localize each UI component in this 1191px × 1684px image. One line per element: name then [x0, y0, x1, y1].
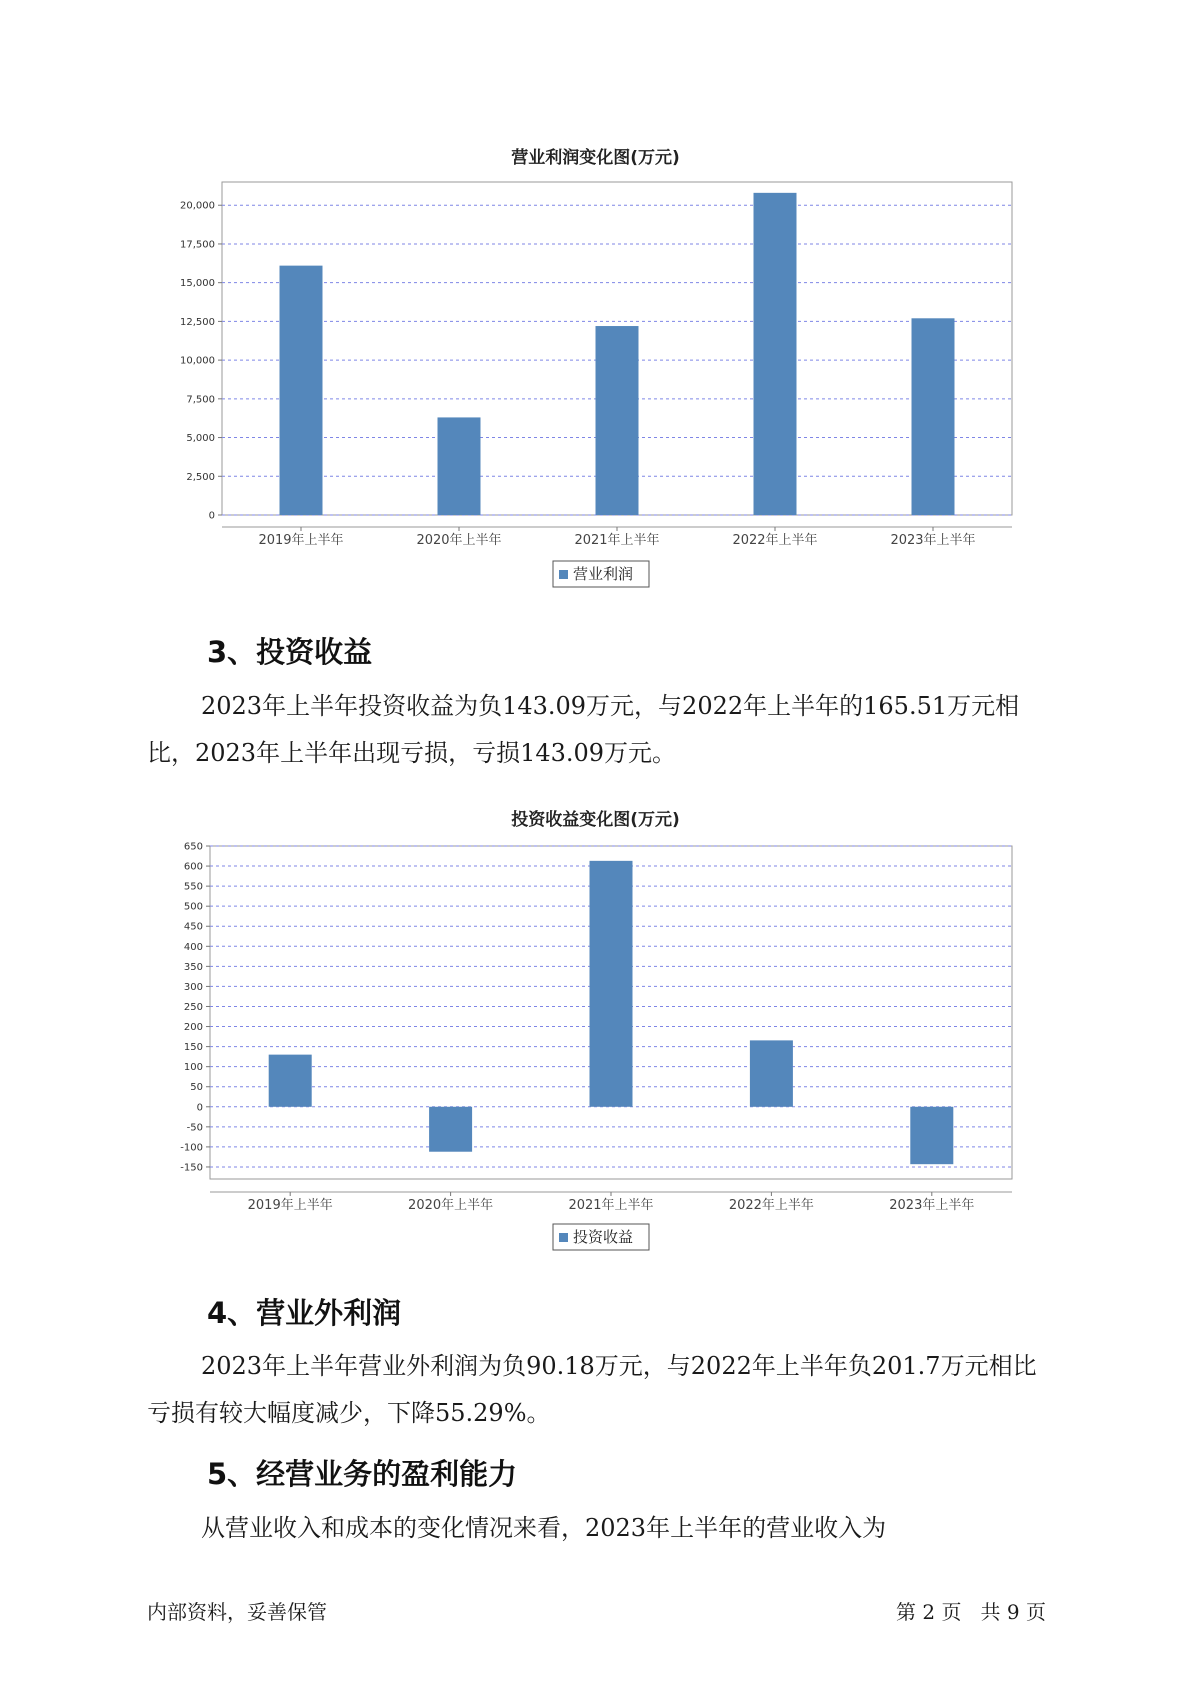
chart2-ytick-label: 50	[190, 1082, 203, 1094]
chart2-bar	[910, 1107, 953, 1164]
chart2-ytick-label: 400	[183, 941, 203, 953]
chart1-ytick-label: 10,000	[180, 355, 215, 367]
section5-paragraph: 从营业收入和成本的变化情况来看，2023年上半年的营业收入为	[201, 1514, 887, 1542]
chart2-ytick-label: 600	[183, 861, 203, 873]
chart1-legend-label: 营业利润	[573, 565, 634, 583]
footer-page-number: 第 2 页 共 9 页	[896, 1600, 1046, 1624]
chart2-ytick-label: -100	[180, 1142, 203, 1154]
chart1-ytick-label: 17,500	[180, 239, 215, 251]
chart2-ytick-label: 500	[183, 901, 203, 913]
chart1-title: 营业利润变化图(万元)	[511, 148, 680, 168]
investment-income-chart	[0, 835, 1191, 1265]
chart2-ytick-label: -150	[180, 1162, 203, 1174]
chart2-bar	[429, 1107, 472, 1152]
chart1-bar	[596, 326, 639, 515]
chart2-category-label: 2021年上半年	[568, 1198, 654, 1213]
chart2-ytick-label: 450	[183, 921, 203, 933]
chart1-ytick-label: 7,500	[186, 394, 215, 406]
chart2-category-label: 2022年上半年	[728, 1198, 814, 1213]
chart2-ytick-label: -50	[186, 1122, 203, 1134]
chart2-ytick-label: 100	[183, 1062, 203, 1074]
chart1-legend	[553, 561, 649, 587]
chart2-category-label: 2019年上半年	[247, 1198, 333, 1213]
chart2-ytick-label: 350	[183, 961, 203, 973]
chart1-legend-swatch	[559, 570, 568, 579]
chart2-ytick-label: 550	[183, 881, 203, 893]
chart1-bar	[912, 318, 955, 515]
chart2-title: 投资收益变化图(万元)	[511, 810, 680, 830]
chart1-bar	[438, 417, 481, 515]
chart2-ytick-label: 200	[183, 1022, 203, 1034]
chart2-bar	[750, 1040, 793, 1106]
chart1-ytick-label: 0	[208, 510, 215, 522]
chart1-category-label: 2021年上半年	[574, 533, 660, 548]
chart2-bar	[590, 861, 633, 1107]
chart2-legend	[553, 1224, 649, 1250]
section5-heading: 5、经营业务的盈利能力	[207, 1457, 518, 1491]
footer-confidential-note: 内部资料，妥善保管	[147, 1600, 327, 1624]
chart2-ytick-label: 0	[196, 1102, 203, 1114]
chart2-ytick-label: 250	[183, 1001, 203, 1013]
section4-heading: 4、营业外利润	[207, 1296, 402, 1330]
section3-heading: 3、投资收益	[207, 635, 373, 669]
chart1-ytick-label: 12,500	[180, 316, 215, 328]
chart2-bar	[269, 1055, 312, 1107]
chart2-ytick-label: 650	[183, 841, 203, 853]
chart1-ytick-label: 2,500	[186, 471, 215, 483]
chart1-category-label: 2023年上半年	[890, 533, 976, 548]
chart2-category-label: 2023年上半年	[889, 1198, 975, 1213]
chart1-bar	[754, 193, 797, 515]
chart1-bar	[280, 266, 323, 515]
chart1-category-label: 2022年上半年	[732, 533, 818, 548]
chart1-ytick-label: 15,000	[180, 278, 215, 290]
chart1-category-label: 2019年上半年	[258, 533, 344, 548]
section3-paragraph: 2023年上半年投资收益为负143.09万元，与2022年上半年的165.51万元相比，2023年上半年出现亏损，亏损143.09万元。	[147, 692, 1020, 767]
chart2-ytick-label: 300	[183, 981, 203, 993]
operating-profit-chart	[0, 170, 1191, 600]
chart2-category-label: 2020年上半年	[408, 1198, 494, 1213]
chart1-ytick-label: 20,000	[180, 200, 215, 212]
chart1-category-label: 2020年上半年	[416, 533, 502, 548]
chart1-ytick-label: 5,000	[186, 433, 215, 445]
chart2-ytick-label: 150	[183, 1042, 203, 1054]
chart2-legend-swatch	[559, 1233, 568, 1242]
section4-paragraph: 2023年上半年营业外利润为负90.18万元，与2022年上半年负201.7万元相比亏损有较大幅度减少，下降55.29%。	[147, 1352, 1037, 1427]
chart2-legend-label: 投资收益	[573, 1228, 634, 1246]
